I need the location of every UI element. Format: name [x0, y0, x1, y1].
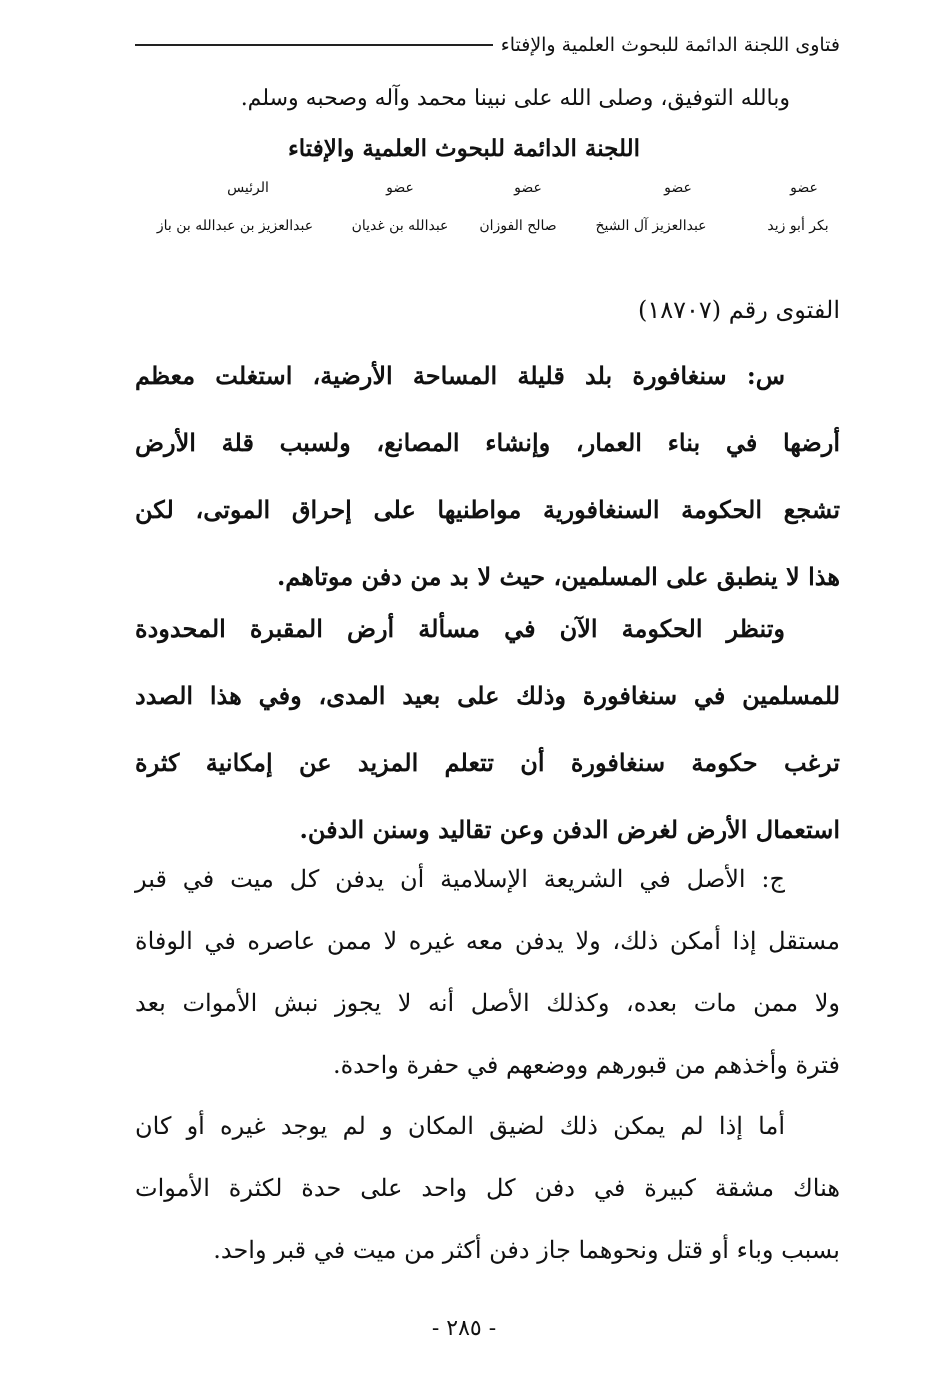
- closing-prayer: وبالله التوفيق، وصلى الله على نبينا محمد وآله وصحبه وسلم.: [240, 86, 790, 111]
- signatory-role: عضو: [790, 180, 818, 196]
- text-line: أرضها في بناء العمار، وإنشاء المصانع، ولسبب قلة الأرض: [135, 428, 840, 457]
- signatory-role: عضو: [664, 180, 692, 196]
- signatory-name: صالح الفوزان: [479, 218, 557, 234]
- signatory-name: عبدالعزيز آل الشيخ: [595, 218, 707, 234]
- text-line: تشجع الحكومة السنغافورية مواطنيها على إحراق الموتى، لكن: [135, 495, 840, 524]
- text-line: ترغب حكومة سنغافورة أن تتعلم المزيد عن إمكانية كثرة: [135, 748, 840, 777]
- signatory-name: عبدالعزيز بن عبدالله بن باز: [156, 218, 314, 234]
- text-line: ج: الأصل في الشريعة الإسلامية أن يدفن كل ميت في قبر: [135, 865, 785, 893]
- text-line: هناك مشقة كبيرة في دفن كل واحد على حدة لكثرة الأموات: [135, 1174, 840, 1202]
- signatory-role: الرئيس: [227, 180, 269, 196]
- header-rule: [135, 44, 493, 46]
- answer-paragraph-2: [135, 1095, 840, 1281]
- signatory-name: بكر أبو زيد: [767, 218, 829, 234]
- question-paragraph-1: [135, 342, 840, 610]
- running-title: فتاوى اللجنة الدائمة للبحوث العلمية والإفتاء: [500, 34, 840, 56]
- text-line: وتنظر الحكومة الآن في مسألة أرض المقبرة المحدودة: [135, 614, 785, 643]
- text-line: ولا ممن مات بعده، وكذلك الأصل أنه لا يجوز نبش الأموات بعد: [135, 989, 840, 1017]
- text-line: فترة وأخذهم من قبورهم ووضعهم في حفرة واحدة.: [332, 1051, 840, 1079]
- text-line: استعمال الأرض لغرض الدفن وعن تقاليد وسنن الدفن.: [299, 815, 840, 844]
- text-line: مستقل إذا أمكن ذلك، ولا يدفن معه غيره لا ممن عاصره في الوفاة: [135, 927, 840, 955]
- text-line: هذا لا ينطبق على المسلمين، حيث لا بد من دفن موتاهم.: [276, 562, 840, 591]
- committee-title: اللجنة الدائمة للبحوث العلمية والإفتاء: [287, 135, 641, 162]
- signatory-role: عضو: [386, 180, 414, 196]
- fatwa-number: الفتوى رقم (١٨٧٠٧): [637, 296, 840, 324]
- text-line: أما إذا لم يمكن ذلك لضيق المكان و لم يوجد غيره أو كان: [135, 1112, 785, 1140]
- signatory-role: عضو: [514, 180, 542, 196]
- question-paragraph-2: [135, 595, 840, 863]
- text-line: بسبب وباء أو قتل ونحوهما جاز دفن أكثر من ميت في قبر واحد.: [213, 1236, 840, 1264]
- text-line: للمسلمين في سنغافورة وذلك على بعيد المدى، وفي هذا الصدد: [135, 681, 840, 710]
- answer-paragraph-1: [135, 848, 840, 1096]
- running-header: [135, 30, 840, 60]
- signatory-name: عبدالله بن غديان: [351, 218, 449, 234]
- text-line: س: سنغافورة بلد قليلة المساحة الأرضية، استغلت معظم: [135, 361, 785, 390]
- page-number: - ٢٨٥ -: [431, 1316, 497, 1341]
